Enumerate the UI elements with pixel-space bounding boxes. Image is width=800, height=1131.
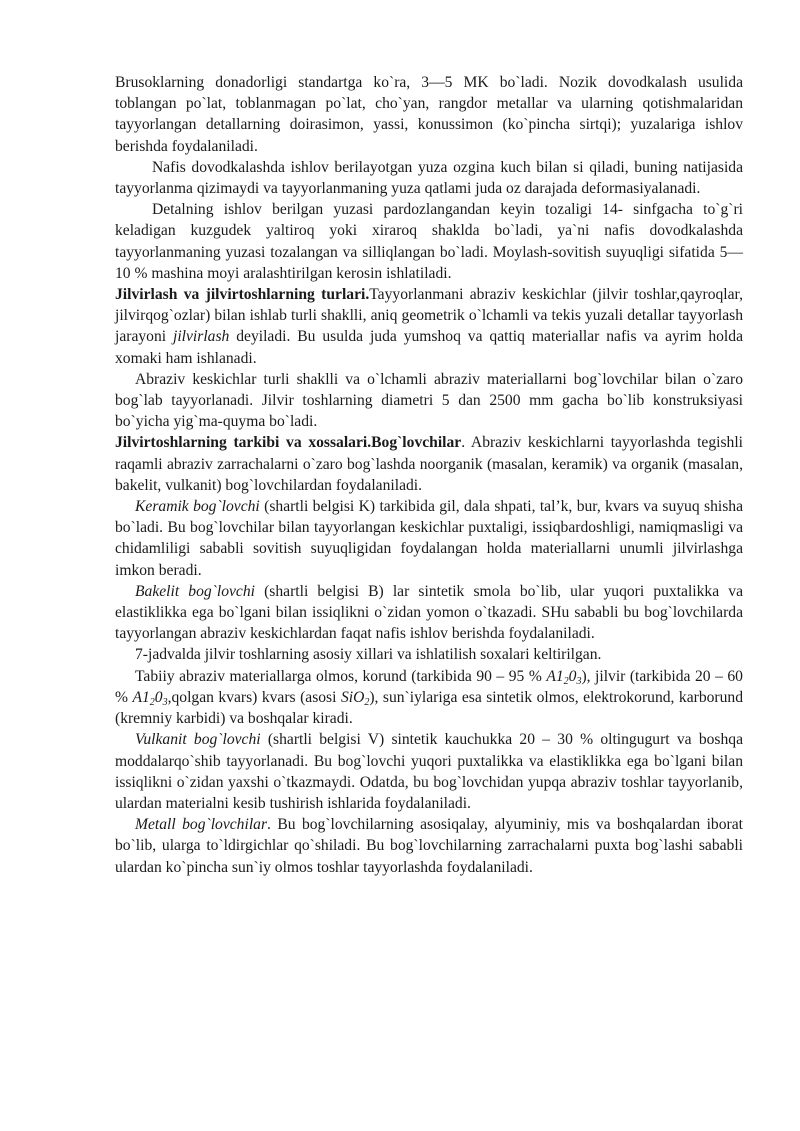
paragraph-text: . Bu bog`lovchilarning asosiqalay, alyuminiy, mis va boshqalardan iborat bo`lib, ularga to`ldirgichlar qo`shiladi. Bu bog`lovchilarning zarrachalarni puxta bog`lashi sababli ulardan ko`pincha sun`iy olmos toshlar tayyorlashda foydalaniladi. [115, 816, 743, 876]
document-page [115, 72, 743, 878]
paragraph-text: . Abraziv keskichlarni tayyorlashda tegishli raqamli abraziv zarrachalarni o`zaro bog`lashda noorganik (masalan, keramik) va organik (masalan, bakelit, vulkanit) bog`lovchilardan foydalaniladi. [115, 434, 743, 494]
paragraph-abraziv-keskichlar: Abraziv keskichlar turli shaklli va o`lchamli abraziv materiallarni bog`lovchilar bilan o`zaro bog`lab tayyorlanadi. Jilvir toshlarning diametri 5 dan 2500 mm gacha bo`lib konstruksiyasi bo`yicha yig`ma-quyma bo`ladi. [115, 370, 743, 431]
term-jilvirlash: jilvirlash [173, 328, 230, 346]
paragraph-vulkanit [115, 729, 743, 814]
paragraph-brusoklar: Brusoklarning donadorligi standartga ko`ra, 3—5 MK bo`ladi. Nozik dovodkalash usulida toblangan po`lat, toblanmagan po`lat, cho`yan, rangdor metallar va ularning qotishmalaridan tayyorlangan detallarning doirasimon, yassi, konussimon (ko`pincha sirtqi); yuzalariga ishlov berishda foydalaniladi. [115, 74, 743, 155]
formula-alumina: $A1_20_3$ [132, 688, 168, 708]
paragraph-text: ,qolgan kvars) kvars (asosi [167, 688, 341, 706]
paragraph-keramik [115, 496, 743, 581]
section-heading-jilvirlash: Jilvirlash va jilvirtoshlarning turlari. [115, 286, 370, 304]
formula-silica: SiO$_2$ [340, 688, 370, 708]
paragraph-text: deyiladi. Bu usulda juda yumshoq va qattiq materiallar nafis va ayrim holda xomaki ham ishlanadi. [115, 328, 743, 367]
term-keramik: Keramik bog`lovchi [135, 498, 260, 516]
paragraph-bakelit [115, 581, 743, 645]
term-vulkanit: Vulkanit bog`lovchi [135, 731, 261, 749]
paragraph-tarkibi-xossalari [115, 432, 743, 496]
section-heading-boglovchilar: Jilvirtoshlarning tarkibi va xossalari.Bog`lovchilar [115, 434, 462, 452]
paragraph-text: ), sun`iylariga esa sintetik olmos, elektrokorund, karborund (kremniy karbidi) va boshqalar kiradi. [115, 688, 744, 728]
paragraph-text: (shartli belgisi B) lar sintetik smola bo`lib, ular yuqori puxtalikka va elastiklikka ega bo`lgani bilan issiqlikni o`zidan yomon o`tkazadi. SHu sababli bu bog`lovchilarda tayyorlangan abraziv keskichlardan faqat nafis ishlov berishda foydalaniladi. [115, 582, 743, 643]
paragraph-text: ), jilvir (tarkibida 20 – 60 % [115, 667, 743, 706]
paragraph-jilvirlash-turlari [115, 284, 743, 369]
term-metall: Metall bog`lovchilar [135, 816, 268, 834]
paragraph-metall [115, 814, 743, 878]
paragraph-jadval-reference: 7-jadvalda jilvir toshlarning asosiy xillari va ishlatilish soxalari keltirilgan. [135, 646, 602, 664]
term-bakelit: Bakelit bog`lovchi [135, 582, 255, 600]
paragraph-nafis-dovodkalash: Nafis dovodkalashda ishlov berilayotgan yuza ozgina kuch bilan si qiladi, buning natijasida tayyorlanma qizimaydi va tayyorlanmaning yuza qatlami juda oz darajada deformasiyalanadi. [115, 158, 743, 198]
paragraph-text: (shartli belgisi K) tarkibida gil, dala shpati, tal’k, bur, kvars va suyuq shisha bo`ladi. Bu bog`lovchilar bilan tayyorlangan keskichlar puxtaligi, issiqbardoshligi, namiqmasligi va chidamliligi sababli sovitish suyuqligidan foydalangan holda materiallarni unumli jilvirlashga imkon beradi. [115, 498, 743, 579]
paragraph-detal-yuzasi: Detalning ishlov berilgan yuzasi pardozlangandan keyin tozaligi 14- sinfgacha to`g`ri keladigan kuzgudek yaltiroq yoki xiraroq shaklda bo`ladi, ya`ni nafis dovodkalashda tayyorlanmaning yuzasi tozalangan va silliqlangan bo`ladi. Moylash-sovitish suyuqligi sifatida 5—10 % mashina moyi aralashtirilgan kerosin ishlatiladi. [115, 201, 743, 282]
paragraph-text: (shartli belgisi V) sintetik kauchukka 20 – 30 % oltingugurt va boshqa moddalarqo`shib tayyorlanadi. Bu bog`lovchi yuqori puxtalikka va elastiklikka ega bo`lgani bilan issiqlikni o`zidan yaxshi o`tkazmaydi. Odatda, bu bog`lovchidan yupqa abraziv toshlar tayyorlanib, ulardan materialni kesib tushirish ishlarida foydalaniladi. [115, 731, 743, 812]
paragraph-tabiiy-abraziv [115, 666, 743, 730]
formula-alumina: $A1_20_3$ [546, 667, 582, 687]
paragraph-text: Tayyorlanmani abraziv keskichlar (jilvir toshlar,qayroqlar, jilvirqog`ozlar) bilan ishlab turli shaklli, aniq geometrik o`lchamli va tekis yuzali detallar tayyorlash jarayoni [115, 286, 744, 346]
paragraph-text: Tabiiy abraziv materiallarga olmos, korund (tarkibida 90 – 95 % [135, 667, 547, 685]
